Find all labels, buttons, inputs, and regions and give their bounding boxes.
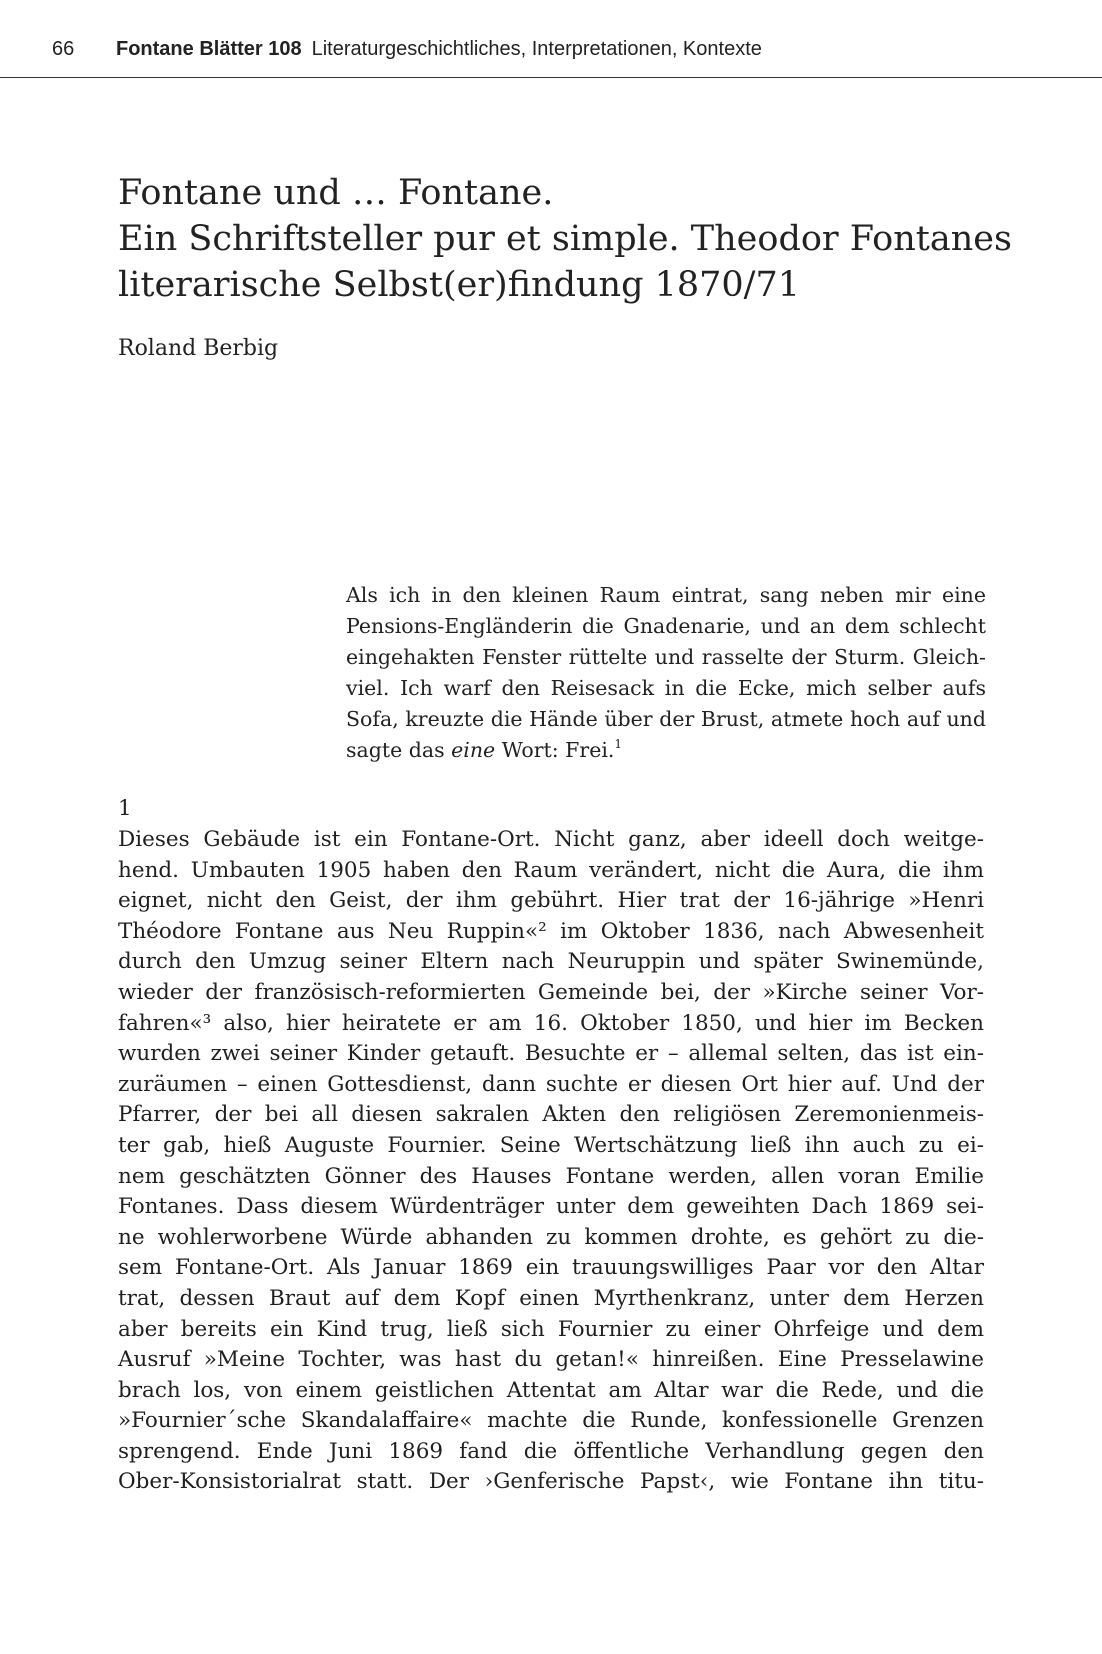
author-name: Roland Berbig bbox=[118, 336, 279, 361]
body-line: Ausruf »Meine Tochter, was hast du getan!« hinreißen. Eine Presselawine bbox=[118, 1347, 984, 1373]
body-line: ter gab, hieß Auguste Fournier. Seine Wertschätzung ließ ihn auch zu ei- bbox=[118, 1132, 984, 1158]
body-line: Ober-Konsistorialrat statt. Der ›Genferische Papst‹, wie Fontane ihn titu- bbox=[118, 1469, 984, 1495]
body-line: »Fournier´sche Skandalaffaire« machte die Runde, konfessionelle Grenzen bbox=[118, 1408, 984, 1434]
body-line: eignet, nicht den Geist, der ihm gebührt. Hier trat der 16-jährige »Henri bbox=[118, 888, 984, 914]
section-number: 1 bbox=[118, 796, 132, 821]
body-line: trat, dessen Braut auf dem Kopf einen Myrthenkranz, unter dem Herzen bbox=[118, 1285, 984, 1311]
body-line: zuräumen – einen Gottesdienst, dann suchte er diesen Ort hier auf. Und der bbox=[118, 1071, 984, 1097]
epigraph-line: Als ich in den kleinen Raum eintrat, sang neben mir eine bbox=[346, 583, 986, 607]
body-line: brach los, von einem geistlichen Attentat am Altar war die Rede, und die bbox=[118, 1377, 984, 1403]
epigraph-line: Pensions-Engländerin die Gnadenarie, und an dem schlecht bbox=[346, 614, 986, 638]
title-line: Fontane und … Fontane. bbox=[118, 173, 554, 213]
body-line: sprengend. Ende Juni 1869 fand die öffentliche Verhandlung gegen den bbox=[118, 1438, 984, 1464]
body-line: Théodore Fontane aus Neu Ruppin«² im Oktober 1836, nach Abwesenheit bbox=[118, 918, 984, 944]
page-number: 66 bbox=[52, 38, 75, 60]
epigraph-emphasis: eine bbox=[451, 738, 496, 762]
epigraph-line: viel. Ich warf den Reisesack in die Ecke, mich selber aufs bbox=[346, 676, 986, 700]
footnote-ref[interactable]: 1 bbox=[614, 737, 623, 751]
body-line: nem geschätzten Gönner des Hauses Fontane werden, allen voran Emilie bbox=[118, 1163, 984, 1189]
body-line: wieder der französisch-reformierten Gemeinde bei, der »Kirche seiner Vor- bbox=[118, 979, 984, 1005]
body-line: Pfarrer, der bei all diesen sakralen Akten den religiösen Zeremonienmeis- bbox=[118, 1102, 984, 1128]
body-line: Fontanes. Dass diesem Würdenträger unter dem geweihten Dach 1869 sei- bbox=[118, 1194, 984, 1220]
body-line: wurden zwei seiner Kinder getauft. Besuchte er – allemal selten, das ist ein- bbox=[118, 1041, 984, 1067]
header-rule bbox=[0, 77, 1102, 78]
title-line: literarische Selbst(er)findung 1870/71 bbox=[118, 265, 801, 305]
body-line: ne wohlerworbene Würde abhanden zu kommen drohte, es gehört zu die- bbox=[118, 1224, 984, 1250]
body-line: sem Fontane-Ort. Als Januar 1869 ein trauungswilliges Paar vor den Altar bbox=[118, 1255, 984, 1281]
body-line: fahren«³ also, hier heiratete er am 16. Oktober 1850, und hier im Becken bbox=[118, 1010, 984, 1036]
journal-section: Literaturgeschichtliches, Interpretationen, Kontexte bbox=[311, 38, 762, 60]
title-line: Ein Schriftsteller pur et simple. Theodor Fontanes bbox=[118, 219, 1012, 259]
journal-title: Fontane Blätter 108 bbox=[116, 38, 302, 60]
body-line: aber bereits ein Kind trug, ließ sich Fournier zu einer Ohrfeige und dem bbox=[118, 1316, 984, 1342]
running-head bbox=[52, 36, 1050, 62]
article-title bbox=[118, 170, 1038, 308]
epigraph-line: eingehakten Fenster rüttelte und rasselte der Sturm. Gleich- bbox=[346, 645, 986, 669]
epigraph-text: sagte das bbox=[346, 738, 452, 762]
body-line: hend. Umbauten 1905 haben den Raum verändert, nicht die Aura, die ihm bbox=[118, 857, 984, 883]
epigraph-text: Wort: Frei. bbox=[495, 738, 615, 762]
epigraph bbox=[346, 580, 986, 766]
body-line: Dieses Gebäude ist ein Fontane-Ort. Nicht ganz, aber ideell doch weitge- bbox=[118, 827, 984, 852]
body-line: durch den Umzug seiner Eltern nach Neuruppin und später Swinemünde, bbox=[118, 949, 984, 975]
epigraph-line: Sofa, kreuzte die Hände über der Brust, atmete hoch auf und bbox=[346, 707, 986, 731]
body-text bbox=[118, 825, 984, 1498]
epigraph-line bbox=[346, 735, 986, 766]
